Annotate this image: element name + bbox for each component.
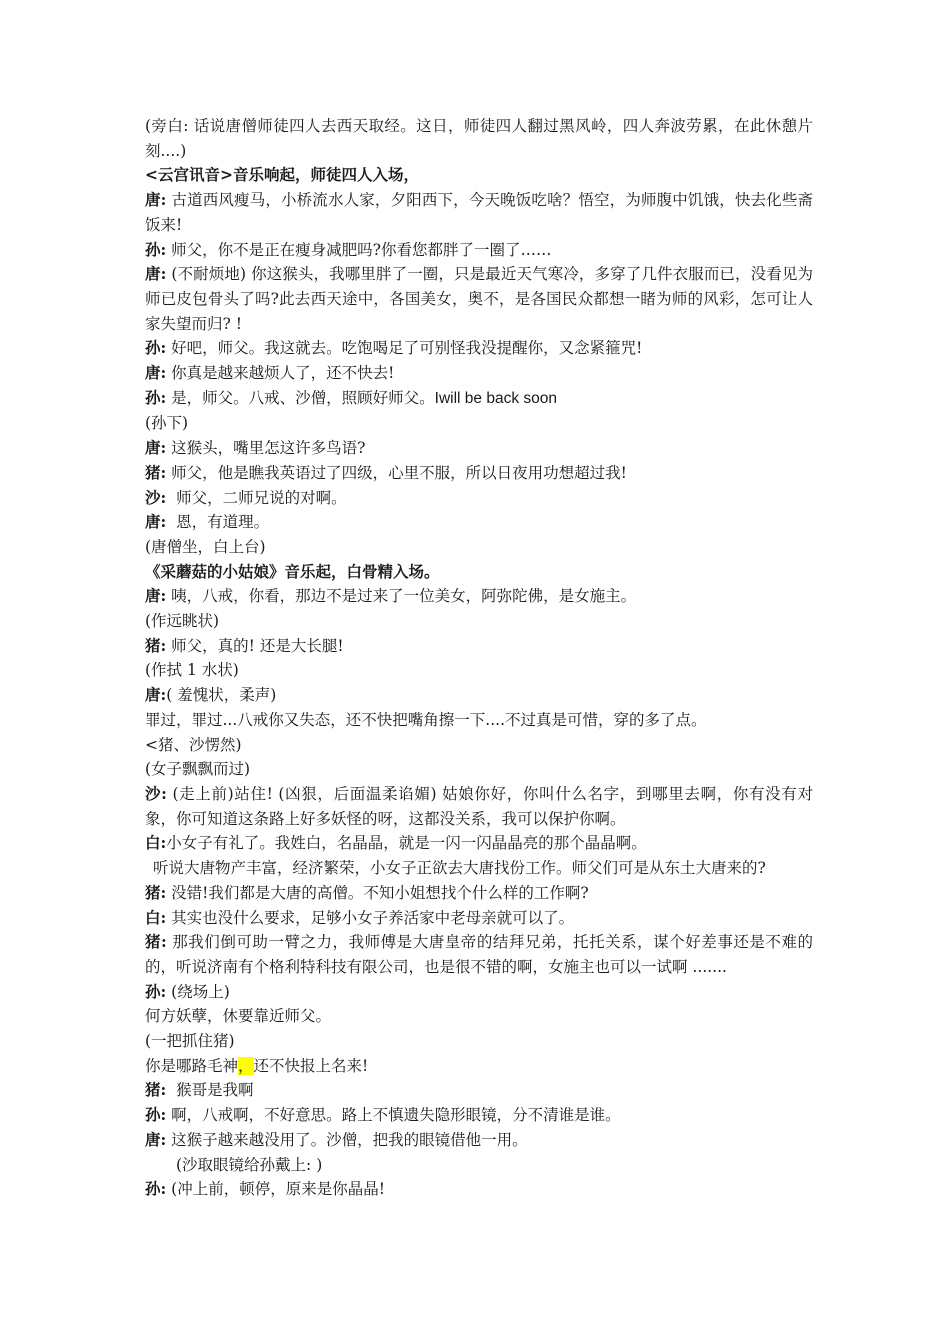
- script-line: [145, 436, 813, 461]
- dialogue-text: 是，师父。八戒、沙僧，照顾好师父。: [166, 388, 435, 407]
- narration-text: (旁白: 话说唐僧师徒四人去西天取经。这日，师徒四人翻过黑风岭，四人奔波劳累，在此休憩片刻....): [145, 117, 813, 160]
- dialogue-text: 师父，真的! 还是大长腿!: [166, 636, 344, 655]
- script-line: [145, 683, 813, 708]
- dialogue-text: (不耐烦地) 你这猴头，我哪里胖了一圈，只是最近天气寒冷，多穿了几件衣服而已，没看见为师已皮包骨头了吗?此去西天途中，各国美女，奥不，是各国民众都想一睹为师的风彩，怎可让人家失望而归? !: [145, 265, 813, 333]
- dialogue-text: 你是哪路毛神: [145, 1056, 239, 1075]
- script-line: [145, 980, 813, 1005]
- stage-direction: [145, 1153, 813, 1178]
- script-line: [145, 1054, 813, 1079]
- highlighted-text: ，: [238, 1056, 254, 1075]
- dialogue-text: 罪过，罪过...八戒你又失态，还不快把嘴角擦一下....不过真是可惜，穿的多了点。: [145, 710, 707, 729]
- script-line: [145, 782, 813, 831]
- direction-text: (一把抓住猪): [145, 1032, 235, 1051]
- dialogue-text: 何方妖孽，休要靠近师父。: [145, 1007, 332, 1026]
- stage-direction: [145, 757, 813, 782]
- script-line: [145, 881, 813, 906]
- dialogue-text: 咦，八戒，你看，那边不是过来了一位美女，阿弥陀佛，是女施主。: [166, 587, 637, 606]
- dialogue-text: 师父，他是瞧我英语过了四级，心里不服，所以日夜用功想超过我!: [166, 463, 627, 482]
- script-line: [145, 930, 813, 979]
- script-line: [145, 584, 813, 609]
- script-line: [145, 188, 813, 237]
- script-line: [145, 1078, 813, 1103]
- direction-text: (沙取眼镜给孙戴上: ): [176, 1155, 323, 1174]
- dialogue-text: 猴哥是我啊: [166, 1081, 254, 1100]
- script-line: [145, 708, 813, 733]
- dialogue-text: 啊，八戒啊，不好意思。路上不慎遗失隐形眼镜，分不清谁是谁。: [166, 1106, 621, 1125]
- dialogue-text: 没错!我们都是大唐的高僧。不知小姐想找个什么样的工作啊?: [166, 883, 589, 902]
- dialogue-text: 好吧，师父。我这就去。吃饱喝足了可别怪我没提醒你，又念紧箍咒!: [166, 339, 643, 358]
- dialogue-text: 那我们倒可助一臂之力，我师傅是大唐皇帝的结拜兄弟，托托关系，谋个好差事还是不难的的，听说济南有个格利特科技有限公司，也是很不错的啊，女施主也可以一试啊 .......: [145, 933, 813, 976]
- script-line: [145, 1177, 813, 1202]
- stage-direction: [145, 535, 813, 560]
- script-line: [145, 634, 813, 659]
- speaker-label: 唐:: [145, 512, 167, 532]
- speaker-label: 孙:: [145, 981, 167, 1001]
- dialogue-text: 小女子有礼了。我姓白，名晶晶，就是一闪一闪晶晶亮的那个晶晶啊。: [166, 834, 647, 853]
- dialogue-text: (冲上前，顿停，原来是你晶晶!: [166, 1180, 385, 1199]
- speaker-label: 孙:: [145, 239, 167, 259]
- english-phrase: Iwill be back soon: [434, 389, 558, 407]
- script-line: [145, 1004, 813, 1029]
- direction-text: <猪、沙愣然): [145, 735, 242, 754]
- script-line: [145, 361, 813, 386]
- direction-text: (孙下): [145, 414, 189, 433]
- speaker-label: 沙:: [145, 783, 167, 803]
- dialogue-text: 这猴头，嘴里怎这许多鸟语?: [166, 439, 366, 458]
- direction-text: (作远眺状): [145, 612, 220, 631]
- speaker-label: 猪:: [145, 932, 167, 952]
- script-line: [145, 906, 813, 931]
- direction-text: (作拭 1 水状): [145, 661, 239, 680]
- speaker-label: 唐:: [145, 685, 167, 705]
- music-cue: [145, 560, 813, 585]
- cue-text: <云宫讯音>音乐响起，师徒四人入场，: [145, 165, 419, 185]
- script-line: [145, 1128, 813, 1153]
- dialogue-text: 恩，有道理。: [166, 513, 270, 532]
- speaker-label: 白:: [145, 907, 167, 927]
- speaker-label: 猪:: [145, 635, 167, 655]
- speaker-label: 孙:: [145, 338, 167, 358]
- script-body: [145, 114, 813, 1202]
- script-line: [145, 461, 813, 486]
- script-line: [145, 831, 813, 856]
- script-line: [145, 1103, 813, 1128]
- direction-text: (唐僧坐，白上台): [145, 537, 266, 556]
- speaker-label: 孙:: [145, 1105, 167, 1125]
- cue-text: 《采蘑菇的小姑娘》音乐起，白骨精入场。: [145, 561, 440, 581]
- speaker-label: 白:: [145, 833, 167, 853]
- dialogue-text: 师父，你不是正在瘦身减肥吗?你看您都胖了一圈了……: [166, 240, 552, 259]
- speaker-label: 唐:: [145, 264, 167, 284]
- script-line: [145, 238, 813, 263]
- dialogue-text: 古道西风瘦马，小桥流水人家，夕阳西下，今天晚饭吃啥？悟空，为师腹中饥饿，快去化些斋饭来!: [145, 191, 813, 234]
- speaker-label: 沙:: [145, 487, 167, 507]
- speaker-label: 猪:: [145, 462, 167, 482]
- stage-direction: [145, 658, 813, 683]
- direction-text: (女子飘飘而过): [145, 760, 251, 779]
- stage-direction: [145, 609, 813, 634]
- speaker-label: 唐:: [145, 586, 167, 606]
- speaker-label: 唐:: [145, 1129, 167, 1149]
- speaker-label: 孙:: [145, 387, 167, 407]
- speaker-label: 唐:: [145, 363, 167, 383]
- dialogue-text: 听说大唐物产丰富，经济繁荣，小女子正欲去大唐找份工作。师父们可是从东土大唐来的?: [153, 859, 766, 878]
- music-cue: [145, 163, 813, 188]
- dialogue-text: (绕场上): [166, 982, 230, 1001]
- dialogue-text: 这猴子越来越没用了。沙僧，把我的眼镜借他一用。: [166, 1130, 528, 1149]
- stage-direction: [145, 733, 813, 758]
- dialogue-text: 师父，二师兄说的对啊。: [166, 488, 347, 507]
- stage-direction: [145, 1029, 813, 1054]
- dialogue-text: (走上前)站住! (凶狠，后面温柔谄媚) 姑娘你好，你叫什么名字，到哪里去啊，你有没有对象，你可知道这条路上好多妖怪的呀，这都没关系，我可以保护你啊。: [145, 784, 813, 828]
- dialogue-text: 你真是越来越烦人了，还不快去!: [166, 364, 395, 383]
- stage-direction: [145, 411, 813, 436]
- dialogue-text: ( 羞愧状，柔声): [166, 686, 277, 705]
- script-line: [145, 336, 813, 361]
- speaker-label: 孙:: [145, 1179, 167, 1199]
- script-line: [145, 114, 813, 163]
- script-line: [145, 262, 813, 336]
- script-line: [145, 510, 813, 535]
- dialogue-text: 还不快报上名来!: [253, 1056, 369, 1075]
- dialogue-text: 其实也没什么要求，足够小女子养活家中老母亲就可以了。: [166, 908, 575, 927]
- script-line: [145, 856, 813, 881]
- speaker-label: 猪:: [145, 882, 167, 902]
- script-line: [145, 386, 813, 412]
- speaker-label: 猪:: [145, 1080, 167, 1100]
- speaker-label: 唐:: [145, 438, 167, 458]
- speaker-label: 唐:: [145, 190, 167, 210]
- script-line: [145, 486, 813, 511]
